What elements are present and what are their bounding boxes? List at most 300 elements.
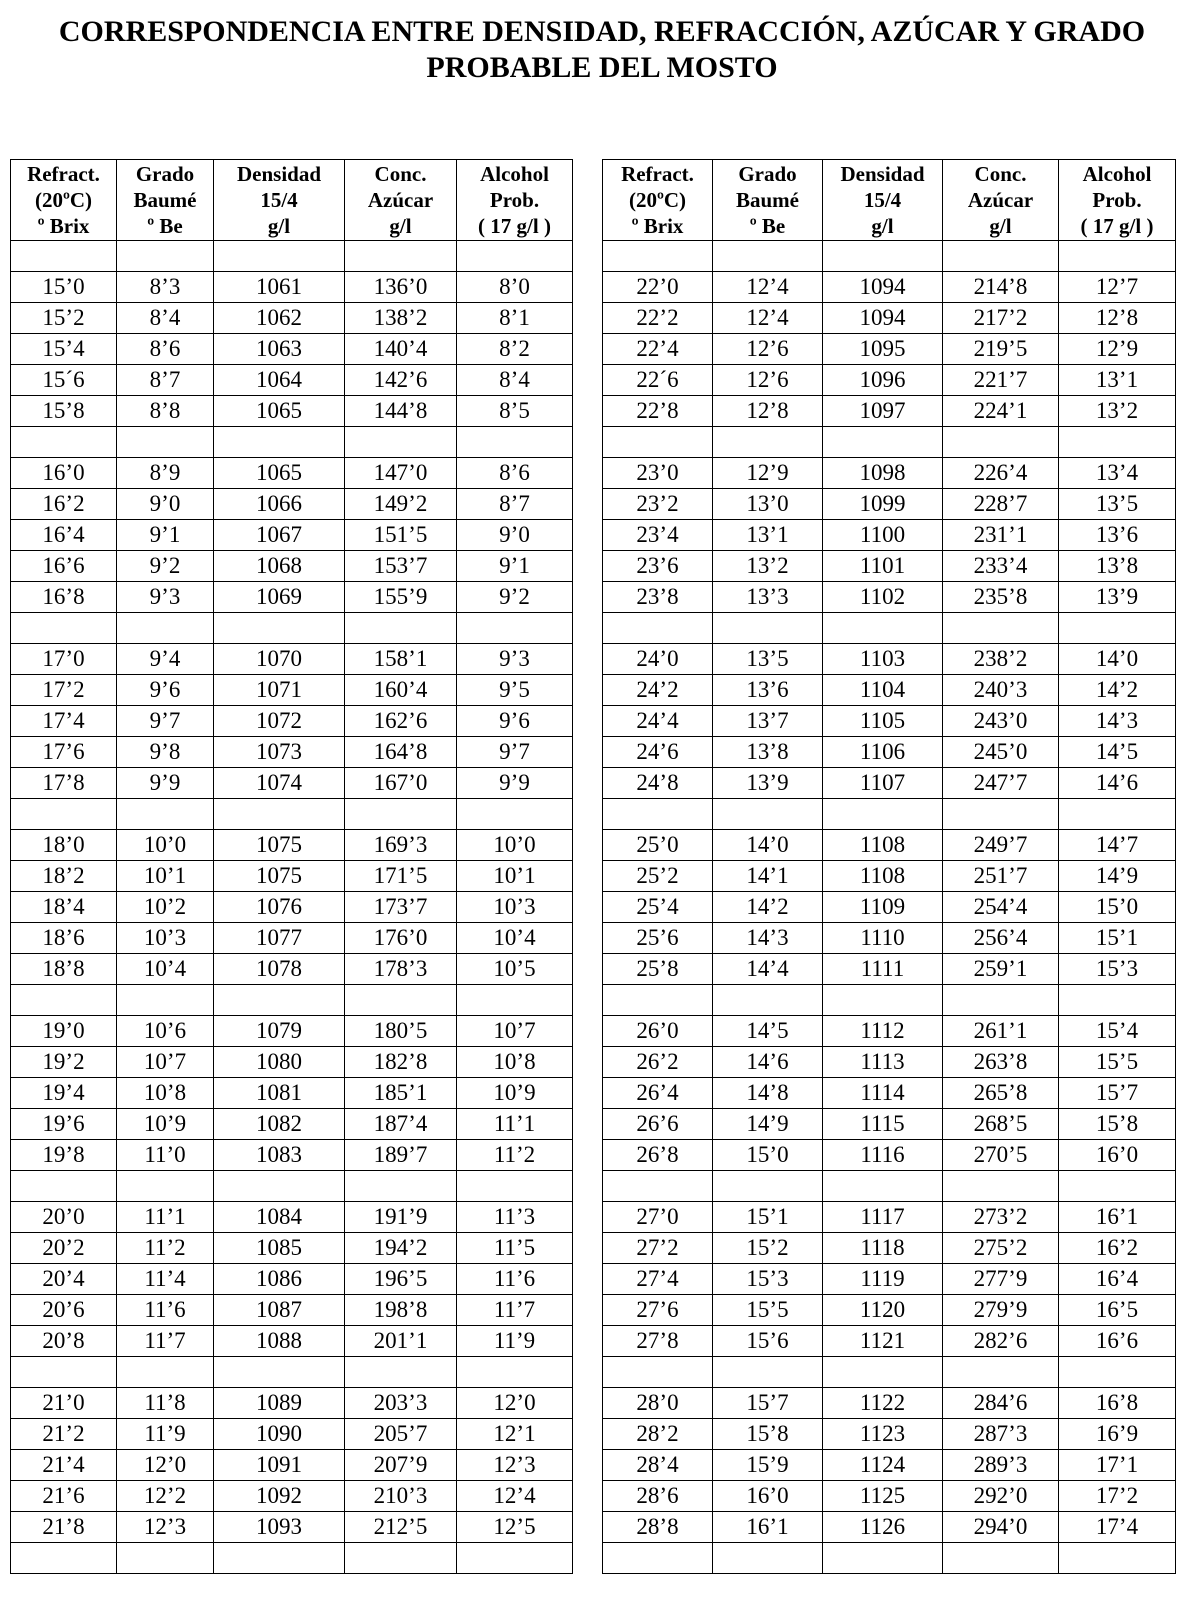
azucar-cell: 155’9 — [345, 582, 457, 613]
baume-cell: 9’8 — [117, 737, 214, 768]
header-baume-right: Grado Baumé º Be — [713, 160, 823, 241]
table-row — [11, 303, 1176, 334]
baume-cell: 14’2 — [713, 892, 823, 923]
azucar-cell: 203’3 — [345, 1388, 457, 1419]
densidad-cell: 1063 — [214, 334, 345, 365]
azucar-cell: 268’5 — [943, 1109, 1059, 1140]
alcohol-cell: 11’6 — [457, 1264, 573, 1295]
table-row — [11, 1047, 1176, 1078]
column-gap — [573, 1016, 603, 1047]
densidad-cell: 1076 — [214, 892, 345, 923]
table-row — [11, 1295, 1176, 1326]
densidad-cell: 1085 — [214, 1233, 345, 1264]
baume-cell: 14’5 — [713, 1016, 823, 1047]
blank-cell — [214, 799, 345, 830]
azucar-cell: 217’2 — [943, 303, 1059, 334]
baume-cell: 8’4 — [117, 303, 214, 334]
azucar-cell: 292’0 — [943, 1481, 1059, 1512]
densidad-cell: 1098 — [823, 458, 943, 489]
densidad-cell: 1116 — [823, 1140, 943, 1171]
densidad-cell: 1123 — [823, 1419, 943, 1450]
column-gap — [573, 1419, 603, 1450]
column-gap — [573, 334, 603, 365]
baume-cell: 15’8 — [713, 1419, 823, 1450]
refract-cell: 25’0 — [603, 830, 713, 861]
refract-cell: 19’4 — [11, 1078, 117, 1109]
alcohol-cell: 15’4 — [1059, 1016, 1176, 1047]
column-gap — [573, 1295, 603, 1326]
blank-cell — [214, 1171, 345, 1202]
densidad-cell: 1082 — [214, 1109, 345, 1140]
alcohol-cell: 16’0 — [1059, 1140, 1176, 1171]
baume-cell: 15’9 — [713, 1450, 823, 1481]
baume-cell: 8’9 — [117, 458, 214, 489]
blank-cell — [1059, 427, 1176, 458]
azucar-cell: 158’1 — [345, 644, 457, 675]
blank-cell — [345, 427, 457, 458]
column-gap — [573, 1450, 603, 1481]
blank-cell — [713, 1543, 823, 1574]
refract-cell: 24’4 — [603, 706, 713, 737]
blank-cell — [345, 985, 457, 1016]
refract-cell: 16’4 — [11, 520, 117, 551]
azucar-cell: 249’7 — [943, 830, 1059, 861]
blank-cell — [117, 1543, 214, 1574]
blank-cell — [11, 1171, 117, 1202]
title-line-2: PROBABLE DEL MOSTO — [426, 51, 778, 84]
baume-cell: 10’0 — [117, 830, 214, 861]
blank-cell — [1059, 799, 1176, 830]
table-row — [11, 1481, 1176, 1512]
azucar-cell: 173’7 — [345, 892, 457, 923]
alcohol-cell: 9’5 — [457, 675, 573, 706]
refract-cell: 18’0 — [11, 830, 117, 861]
column-gap — [573, 1264, 603, 1295]
azucar-cell: 261’1 — [943, 1016, 1059, 1047]
blank-cell — [1059, 1171, 1176, 1202]
blank-cell — [214, 1543, 345, 1574]
blank-cell — [345, 241, 457, 272]
azucar-cell: 240’3 — [943, 675, 1059, 706]
azucar-cell: 205’7 — [345, 1419, 457, 1450]
blank-cell — [11, 1357, 117, 1388]
baume-cell: 14’9 — [713, 1109, 823, 1140]
refract-cell: 24’8 — [603, 768, 713, 799]
blank-cell — [117, 613, 214, 644]
blank-cell — [1059, 1543, 1176, 1574]
blank-cell — [457, 427, 573, 458]
densidad-cell: 1107 — [823, 768, 943, 799]
densidad-cell: 1064 — [214, 365, 345, 396]
refract-cell: 18’6 — [11, 923, 117, 954]
column-gap — [573, 427, 603, 458]
alcohol-cell: 16’9 — [1059, 1419, 1176, 1450]
azucar-cell: 196’5 — [345, 1264, 457, 1295]
densidad-cell: 1109 — [823, 892, 943, 923]
densidad-cell: 1096 — [823, 365, 943, 396]
blank-cell — [117, 799, 214, 830]
blank-cell — [457, 799, 573, 830]
refract-cell: 24’0 — [603, 644, 713, 675]
alcohol-cell: 10’5 — [457, 954, 573, 985]
alcohol-cell: 9’3 — [457, 644, 573, 675]
column-gap — [573, 737, 603, 768]
blank-cell — [943, 985, 1059, 1016]
blank-cell — [943, 1171, 1059, 1202]
densidad-cell: 1081 — [214, 1078, 345, 1109]
refract-cell: 26’6 — [603, 1109, 713, 1140]
azucar-cell: 259’1 — [943, 954, 1059, 985]
alcohol-cell: 12’5 — [457, 1512, 573, 1543]
alcohol-cell: 14’6 — [1059, 768, 1176, 799]
alcohol-cell: 10’4 — [457, 923, 573, 954]
densidad-cell: 1068 — [214, 551, 345, 582]
densidad-cell: 1092 — [214, 1481, 345, 1512]
blank-cell — [11, 427, 117, 458]
column-gap — [573, 830, 603, 861]
header-alcohol-left: Alcohol Prob. ( 17 g/l ) — [457, 160, 573, 241]
baume-cell: 9’2 — [117, 551, 214, 582]
table-row — [11, 1512, 1176, 1543]
column-gap — [573, 582, 603, 613]
azucar-cell: 254’4 — [943, 892, 1059, 923]
blank-cell — [457, 241, 573, 272]
densidad-cell: 1075 — [214, 861, 345, 892]
densidad-cell: 1083 — [214, 1140, 345, 1171]
header-alcohol-right: Alcohol Prob. ( 17 g/l ) — [1059, 160, 1176, 241]
blank-cell — [603, 1543, 713, 1574]
azucar-cell: 273’2 — [943, 1202, 1059, 1233]
refract-cell: 18’4 — [11, 892, 117, 923]
azucar-cell: 245’0 — [943, 737, 1059, 768]
baume-cell: 12’0 — [117, 1450, 214, 1481]
alcohol-cell: 8’6 — [457, 458, 573, 489]
alcohol-cell: 13’5 — [1059, 489, 1176, 520]
alcohol-cell: 8’2 — [457, 334, 573, 365]
baume-cell: 9’0 — [117, 489, 214, 520]
table-row — [11, 582, 1176, 613]
baume-cell: 12’4 — [713, 272, 823, 303]
densidad-cell: 1071 — [214, 675, 345, 706]
azucar-cell: 178’3 — [345, 954, 457, 985]
alcohol-cell: 11’1 — [457, 1109, 573, 1140]
refract-cell: 17’6 — [11, 737, 117, 768]
azucar-cell: 238’2 — [943, 644, 1059, 675]
alcohol-cell: 8’0 — [457, 272, 573, 303]
densidad-cell: 1090 — [214, 1419, 345, 1450]
blank-cell — [823, 985, 943, 1016]
densidad-cell: 1110 — [823, 923, 943, 954]
azucar-cell: 275’2 — [943, 1233, 1059, 1264]
densidad-cell: 1101 — [823, 551, 943, 582]
densidad-cell: 1108 — [823, 861, 943, 892]
alcohol-cell: 15’3 — [1059, 954, 1176, 985]
alcohol-cell: 16’5 — [1059, 1295, 1176, 1326]
baume-cell: 9’1 — [117, 520, 214, 551]
baume-cell: 13’1 — [713, 520, 823, 551]
baume-cell: 11’6 — [117, 1295, 214, 1326]
alcohol-cell: 15’1 — [1059, 923, 1176, 954]
refract-cell: 27’2 — [603, 1233, 713, 1264]
baume-cell: 9’6 — [117, 675, 214, 706]
baume-cell: 11’7 — [117, 1326, 214, 1357]
table-row — [11, 458, 1176, 489]
blank-cell — [457, 613, 573, 644]
densidad-cell: 1113 — [823, 1047, 943, 1078]
azucar-cell: 151’5 — [345, 520, 457, 551]
azucar-cell: 256’4 — [943, 923, 1059, 954]
baume-cell: 9’7 — [117, 706, 214, 737]
densidad-cell: 1062 — [214, 303, 345, 334]
azucar-cell: 224’1 — [943, 396, 1059, 427]
densidad-cell: 1125 — [823, 1481, 943, 1512]
column-gap — [573, 1233, 603, 1264]
refract-cell: 16’0 — [11, 458, 117, 489]
alcohol-cell: 10’7 — [457, 1016, 573, 1047]
table-row — [11, 675, 1176, 706]
baume-cell: 9’4 — [117, 644, 214, 675]
refract-cell: 23’6 — [603, 551, 713, 582]
alcohol-cell: 9’7 — [457, 737, 573, 768]
baume-cell: 10’7 — [117, 1047, 214, 1078]
baume-cell: 10’9 — [117, 1109, 214, 1140]
refract-cell: 28’8 — [603, 1512, 713, 1543]
refract-cell: 19’0 — [11, 1016, 117, 1047]
baume-cell: 15’7 — [713, 1388, 823, 1419]
table-row — [11, 1078, 1176, 1109]
blank-cell — [457, 1171, 573, 1202]
column-gap — [573, 1140, 603, 1171]
densidad-cell: 1069 — [214, 582, 345, 613]
alcohol-cell: 17’2 — [1059, 1481, 1176, 1512]
baume-cell: 12’9 — [713, 458, 823, 489]
refract-cell: 22’2 — [603, 303, 713, 334]
azucar-cell: 144’8 — [345, 396, 457, 427]
baume-cell: 14’3 — [713, 923, 823, 954]
column-gap — [573, 892, 603, 923]
alcohol-cell: 10’8 — [457, 1047, 573, 1078]
azucar-cell: 251’7 — [943, 861, 1059, 892]
column-gap — [573, 799, 603, 830]
azucar-cell: 153’7 — [345, 551, 457, 582]
column-gap — [573, 1078, 603, 1109]
alcohol-cell: 9’1 — [457, 551, 573, 582]
refract-cell: 25’8 — [603, 954, 713, 985]
table-row — [11, 892, 1176, 923]
column-gap — [573, 923, 603, 954]
table-row — [11, 272, 1176, 303]
alcohol-cell: 10’3 — [457, 892, 573, 923]
blank-cell — [345, 799, 457, 830]
blank-cell — [345, 1171, 457, 1202]
densidad-cell: 1105 — [823, 706, 943, 737]
refract-cell: 20’6 — [11, 1295, 117, 1326]
table-row — [11, 396, 1176, 427]
blank-cell — [713, 613, 823, 644]
azucar-cell: 243’0 — [943, 706, 1059, 737]
azucar-cell: 198’8 — [345, 1295, 457, 1326]
blank-cell — [943, 1357, 1059, 1388]
refract-cell: 17’4 — [11, 706, 117, 737]
densidad-cell: 1120 — [823, 1295, 943, 1326]
column-gap — [573, 365, 603, 396]
table-row — [11, 1109, 1176, 1140]
refract-cell: 28’2 — [603, 1419, 713, 1450]
refract-cell: 18’2 — [11, 861, 117, 892]
densidad-cell: 1122 — [823, 1388, 943, 1419]
alcohol-cell: 13’6 — [1059, 520, 1176, 551]
column-gap — [573, 489, 603, 520]
alcohol-cell: 15’0 — [1059, 892, 1176, 923]
densidad-cell: 1079 — [214, 1016, 345, 1047]
baume-cell: 12’2 — [117, 1481, 214, 1512]
densidad-cell: 1097 — [823, 396, 943, 427]
densidad-cell: 1070 — [214, 644, 345, 675]
alcohol-cell: 9’0 — [457, 520, 573, 551]
refract-cell: 27’4 — [603, 1264, 713, 1295]
refract-cell: 24’6 — [603, 737, 713, 768]
azucar-cell: 263’8 — [943, 1047, 1059, 1078]
alcohol-cell: 12’1 — [457, 1419, 573, 1450]
refract-cell: 26’0 — [603, 1016, 713, 1047]
baume-cell: 11’9 — [117, 1419, 214, 1450]
blank-cell — [117, 427, 214, 458]
column-gap — [573, 1357, 603, 1388]
refract-cell: 15’8 — [11, 396, 117, 427]
densidad-cell: 1072 — [214, 706, 345, 737]
densidad-cell: 1102 — [823, 582, 943, 613]
densidad-cell: 1066 — [214, 489, 345, 520]
refract-cell: 17’0 — [11, 644, 117, 675]
refract-cell: 15´6 — [11, 365, 117, 396]
blank-row — [11, 613, 1176, 644]
refract-cell: 24’2 — [603, 675, 713, 706]
title-line-1: CORRESPONDENCIA ENTRE DENSIDAD, REFRACCIÓN, AZÚCAR Y GRADO — [58, 15, 1146, 48]
refract-cell: 17’8 — [11, 768, 117, 799]
blank-cell — [345, 1543, 457, 1574]
refract-cell: 25’2 — [603, 861, 713, 892]
refract-cell: 27’0 — [603, 1202, 713, 1233]
alcohol-cell: 16’4 — [1059, 1264, 1176, 1295]
azucar-cell: 214’8 — [943, 272, 1059, 303]
blank-cell — [457, 1357, 573, 1388]
blank-cell — [457, 985, 573, 1016]
refract-cell: 21’8 — [11, 1512, 117, 1543]
azucar-cell: 289’3 — [943, 1450, 1059, 1481]
densidad-cell: 1100 — [823, 520, 943, 551]
blank-cell — [214, 1357, 345, 1388]
densidad-cell: 1112 — [823, 1016, 943, 1047]
blank-cell — [11, 799, 117, 830]
column-gap — [573, 1171, 603, 1202]
azucar-cell: 287’3 — [943, 1419, 1059, 1450]
densidad-cell: 1077 — [214, 923, 345, 954]
table-row — [11, 1016, 1176, 1047]
refract-cell: 18’8 — [11, 954, 117, 985]
azucar-cell: 136’0 — [345, 272, 457, 303]
blank-cell — [345, 1357, 457, 1388]
alcohol-cell: 10’9 — [457, 1078, 573, 1109]
blank-cell — [713, 427, 823, 458]
refract-cell: 23’2 — [603, 489, 713, 520]
baume-cell: 15’1 — [713, 1202, 823, 1233]
refract-cell: 15’0 — [11, 272, 117, 303]
alcohol-cell: 11’9 — [457, 1326, 573, 1357]
blank-cell — [943, 427, 1059, 458]
blank-cell — [823, 1543, 943, 1574]
alcohol-cell: 13’8 — [1059, 551, 1176, 582]
densidad-cell: 1108 — [823, 830, 943, 861]
densidad-cell: 1088 — [214, 1326, 345, 1357]
header-densidad-left: Densidad 15/4 g/l — [214, 160, 345, 241]
baume-cell: 10’8 — [117, 1078, 214, 1109]
alcohol-cell: 8’5 — [457, 396, 573, 427]
refract-cell: 26’4 — [603, 1078, 713, 1109]
alcohol-cell: 15’5 — [1059, 1047, 1176, 1078]
alcohol-cell: 16’2 — [1059, 1233, 1176, 1264]
blank-cell — [214, 613, 345, 644]
blank-cell — [603, 1171, 713, 1202]
baume-cell: 10’6 — [117, 1016, 214, 1047]
table-row — [11, 1202, 1176, 1233]
column-gap — [573, 1543, 603, 1574]
refract-cell: 26’2 — [603, 1047, 713, 1078]
baume-cell: 15’6 — [713, 1326, 823, 1357]
baume-cell: 12’4 — [713, 303, 823, 334]
alcohol-cell: 9’9 — [457, 768, 573, 799]
refract-cell: 26’8 — [603, 1140, 713, 1171]
column-gap — [573, 520, 603, 551]
azucar-cell: 185’1 — [345, 1078, 457, 1109]
baume-cell: 13’7 — [713, 706, 823, 737]
refract-cell: 19’6 — [11, 1109, 117, 1140]
alcohol-cell: 17’4 — [1059, 1512, 1176, 1543]
blank-row — [11, 985, 1176, 1016]
densidad-cell: 1074 — [214, 768, 345, 799]
azucar-cell: 212’5 — [345, 1512, 457, 1543]
densidad-cell: 1061 — [214, 272, 345, 303]
table-row — [11, 334, 1176, 365]
refract-cell: 25’4 — [603, 892, 713, 923]
table-row — [11, 768, 1176, 799]
refract-cell: 21’4 — [11, 1450, 117, 1481]
alcohol-cell: 13’9 — [1059, 582, 1176, 613]
refract-cell: 22´6 — [603, 365, 713, 396]
table-body — [11, 241, 1176, 1574]
alcohol-cell: 9’2 — [457, 582, 573, 613]
blank-cell — [214, 427, 345, 458]
densidad-cell: 1073 — [214, 737, 345, 768]
blank-cell — [1059, 985, 1176, 1016]
table-row — [11, 1419, 1176, 1450]
refract-cell: 20’4 — [11, 1264, 117, 1295]
baume-cell: 14’0 — [713, 830, 823, 861]
blank-cell — [603, 799, 713, 830]
densidad-cell: 1106 — [823, 737, 943, 768]
alcohol-cell: 12’7 — [1059, 272, 1176, 303]
page-title — [0, 14, 1204, 86]
baume-cell: 10’1 — [117, 861, 214, 892]
densidad-cell: 1121 — [823, 1326, 943, 1357]
blank-cell — [603, 613, 713, 644]
azucar-cell: 189’7 — [345, 1140, 457, 1171]
table-row — [11, 551, 1176, 582]
column-gap — [573, 396, 603, 427]
azucar-cell: 147’0 — [345, 458, 457, 489]
table-row — [11, 1264, 1176, 1295]
blank-cell — [603, 427, 713, 458]
table-row — [11, 706, 1176, 737]
